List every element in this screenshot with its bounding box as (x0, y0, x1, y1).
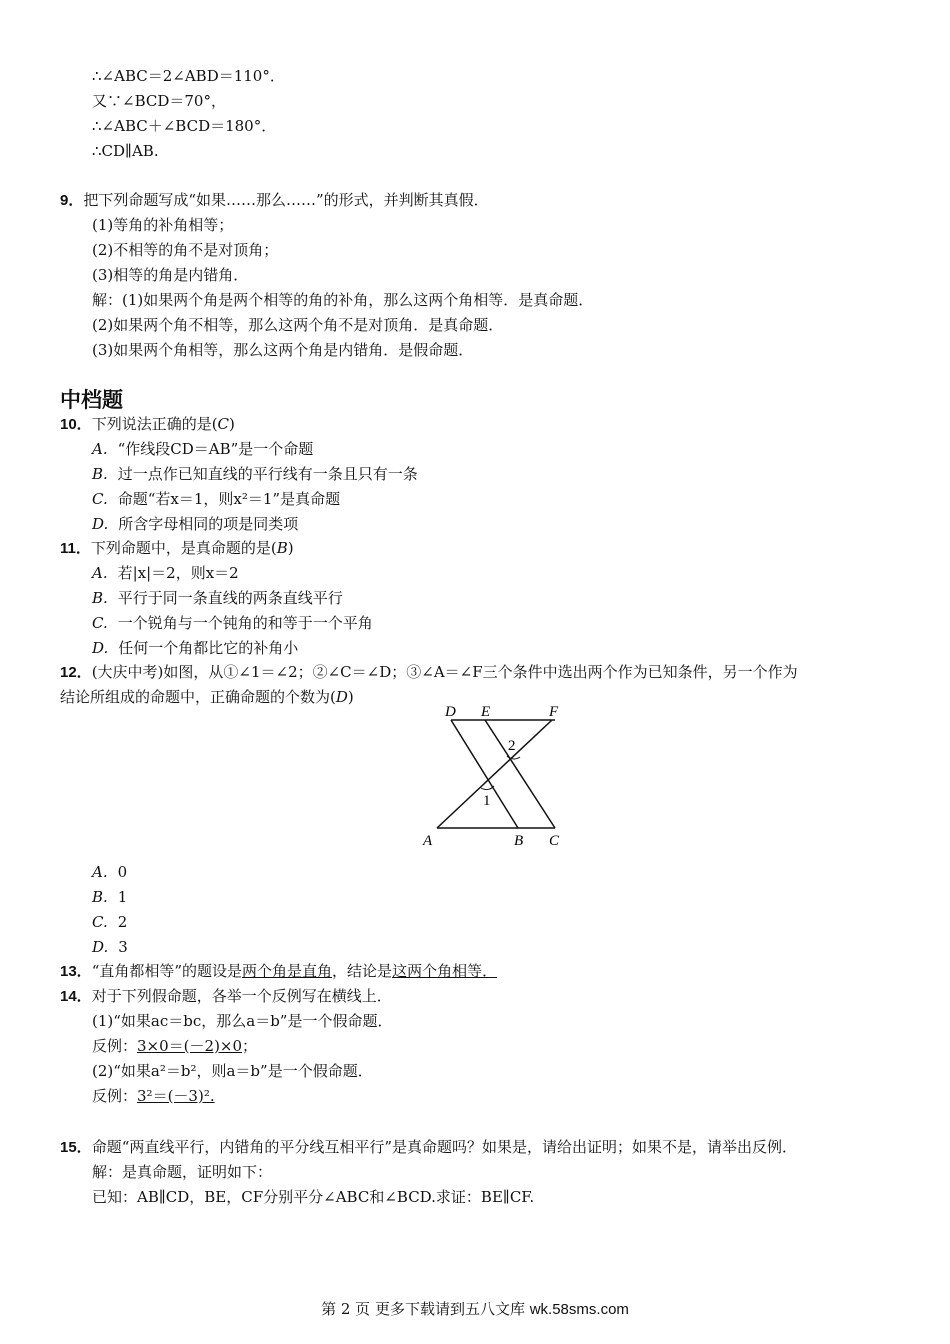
label-b: B (514, 833, 524, 849)
answer: B (276, 539, 288, 557)
page-footer (0, 1298, 950, 1319)
q15-solution-1: 解：是真命题，证明如下： (92, 1163, 273, 1181)
geometry-figure (415, 702, 575, 852)
question-11: 11．下列命题中，是真命题的是(B) (60, 539, 294, 557)
question-text: 下列命题中，是真命题的是( (90, 539, 277, 557)
question-14 (60, 986, 392, 1007)
question-text: 把下列命题写成“如果……那么……”的形式，并判断其真假． (83, 191, 489, 209)
option-c: C. 命题“若x＝1，则x²＝1”是真命题 (92, 490, 341, 508)
option-d: D. 所含字母相同的项是同类项 (92, 515, 299, 533)
q9-solution-3: (3)如果两个角相等，那么这两个角是内错角．是假命题． (92, 341, 474, 359)
q9-item-2: (2)不相等的角不是对顶角； (92, 241, 279, 259)
section-title: 中档题 (60, 388, 123, 412)
q14-item-1: (1)“如果ac＝bc，那么a＝b”是一个假命题． (92, 1012, 393, 1030)
option-b: B. 1 (92, 888, 128, 906)
question-number: 12． (60, 664, 92, 681)
question-number: 15． (60, 1139, 92, 1156)
proof-line-2: 又∵∠BCD＝70°， (92, 92, 226, 110)
q9-solution-2: (2)如果两个角不相等，那么这两个角不是对顶角．是真命题． (92, 316, 504, 334)
option-a: A. “作线段CD＝AB”是一个命题 (92, 440, 314, 458)
option-a: A. 若|x|＝2，则x＝2 (92, 564, 239, 582)
question-13: 13．“直角都相等”的题设是两个角是直角，结论是这两个角相等． (60, 962, 498, 980)
blank-answer-1: 两个角是直角 (242, 962, 333, 980)
q14-counter-2: 反例：3²＝(－3)². (92, 1087, 215, 1105)
label-c: C (549, 833, 560, 849)
question-number: 13． (60, 963, 92, 980)
q9-solution-1: 解：(1)如果两个角是两个相等的角的补角，那么这两个角相等．是真命题． (92, 291, 594, 309)
label-angle-1: 1 (483, 793, 491, 809)
question-text: 命题“两直线平行，内错角的平分线互相平行”是真命题吗？如果是，请给出证明；如果不是，请举出反例． (91, 1138, 798, 1156)
label-a: A (423, 833, 433, 849)
proof-line-3: ∴∠ABC＋∠BCD＝180°． (92, 117, 277, 135)
question-text: (大庆中考)如图，从①∠1＝∠2；②∠C＝∠D；③∠A＝∠F三个条件中选出两个作为已知条件，另一个作为 (91, 663, 798, 681)
blank-answer-2: 这两个角相等． (392, 962, 498, 980)
option-d: D. 3 (92, 938, 128, 956)
label-angle-2: 2 (508, 738, 516, 754)
option-d: D. 任何一个角都比它的补角小 (92, 639, 299, 657)
question-text: 对于下列假命题，各举一个反例写在横线上． (91, 987, 392, 1005)
question-text: 下列说法正确的是( (91, 415, 218, 433)
line-af (437, 720, 552, 828)
q9-item-1: (1)等角的补角相等； (92, 216, 234, 234)
question-12 (60, 662, 798, 683)
blank-answer: 3×0＝(－2)×0 (137, 1037, 243, 1055)
footer-text: 第 2 页 更多下载请到五八文库 (321, 1300, 530, 1318)
proof-line-4: ∴CD∥AB. (92, 142, 159, 160)
blank-answer: 3²＝(－3)². (137, 1087, 215, 1105)
option-c: C. 2 (92, 913, 128, 931)
option-b: B. 平行于同一条直线的两条直线平行 (92, 589, 343, 607)
question-number: 14． (60, 988, 92, 1005)
question-number: 11． (60, 540, 91, 557)
label-e: E (481, 704, 491, 720)
option-b: B. 过一点作已知直线的平行线有一条且只有一条 (92, 465, 418, 483)
q9-item-3: (3)相等的角是内错角． (92, 266, 249, 284)
question-12-cont: 结论所组成的命题中，正确命题的个数为(D) (60, 688, 354, 706)
question-number: 10． (60, 416, 92, 433)
question-15 (60, 1137, 797, 1158)
answer: D (335, 688, 348, 706)
q14-counter-1: 反例：3×0＝(－2)×0； (92, 1037, 258, 1055)
label-d: D (445, 704, 456, 720)
option-c: C. 一个锐角与一个钝角的和等于一个平角 (92, 614, 373, 632)
answer: C (217, 415, 230, 433)
proof-line-1: ∴∠ABC＝2∠ABD＝110°． (92, 67, 285, 85)
question-10: 10．下列说法正确的是(C) (60, 415, 235, 433)
q14-item-2: (2)“如果a²＝b²，则a＝b”是一个假命题． (92, 1062, 373, 1080)
q15-solution-2: 已知：AB∥CD，BE，CF分别平分∠ABC和∠BCD.求证：BE∥CF. (92, 1188, 535, 1206)
question-9 (60, 190, 489, 211)
label-f: F (549, 704, 559, 720)
footer-link[interactable]: wk.58sms.com (529, 1301, 629, 1318)
option-a: A. 0 (92, 863, 128, 881)
question-number: 9． (60, 192, 84, 209)
line-db (451, 720, 518, 828)
